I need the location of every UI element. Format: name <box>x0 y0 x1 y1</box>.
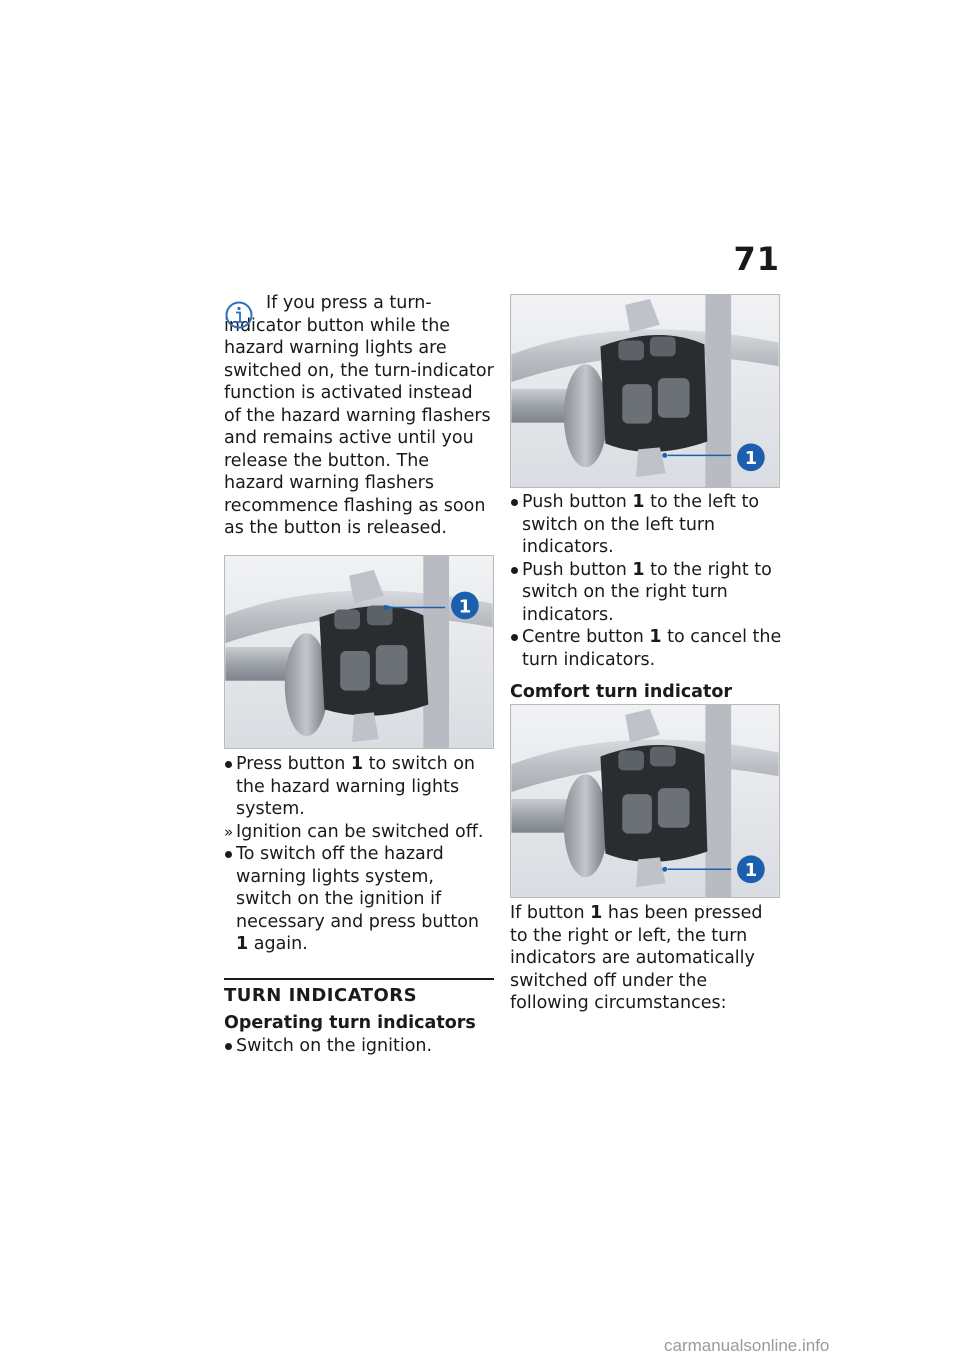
turn-steps <box>510 491 782 704</box>
text-part: to the left to switch on the left turn indicators. <box>522 492 760 557</box>
list-item <box>224 1035 494 1058</box>
page-number: 71 <box>733 240 780 278</box>
result-item <box>224 821 494 844</box>
list-item <box>224 753 494 821</box>
text-part: Push button <box>522 492 633 512</box>
hazard-steps <box>224 753 494 1057</box>
text-part: to the right to switch on the right turn indicators. <box>522 559 772 625</box>
button-number: 1 <box>236 934 249 954</box>
handlebar-illustration <box>225 556 493 748</box>
turn-step-list <box>510 491 782 671</box>
list-item <box>510 559 782 627</box>
list-item <box>510 491 782 559</box>
section-subtitle: Operating turn indicators <box>224 1013 476 1033</box>
button-number: 1 <box>632 559 645 580</box>
comfort-text-block <box>510 902 782 1015</box>
button-number: 1 <box>590 903 603 923</box>
handlebar-illustration <box>511 705 779 897</box>
callout-number: 1 <box>458 596 472 618</box>
watermark: carmanualsonline.info <box>664 1336 830 1355</box>
comfort-text <box>510 902 782 1015</box>
info-note-text: If you press a turn-indicator button while the hazard warning lights are switched on, the turn-indicator function is activated instead of the hazard warning flashers and remains active until you release the button. The hazard warning flashers recommence flashing as soon as the button is released. <box>224 293 494 538</box>
text-part: again. <box>248 934 308 954</box>
info-note <box>224 292 494 540</box>
list-item <box>510 626 782 671</box>
text-part: to switch on the hazard warning lights system. <box>236 754 476 819</box>
text-part: Centre button <box>522 627 650 647</box>
button-number: 1 <box>632 492 645 512</box>
text-part: If button <box>510 903 591 923</box>
hazard-step-list <box>224 753 494 956</box>
text-part: Press button <box>236 754 351 774</box>
info-icon <box>224 298 254 332</box>
handlebar-photo-turn <box>510 294 780 488</box>
handlebar-photo-hazard <box>224 555 494 749</box>
list-item <box>224 843 494 956</box>
text-part: Ignition can be switched off. <box>236 821 484 842</box>
section-title: TURN INDICATORS <box>224 984 418 1006</box>
handlebar-illustration <box>511 295 779 487</box>
comfort-title: Comfort turn indicator <box>510 682 733 702</box>
handlebar-photo-comfort <box>510 704 780 898</box>
button-number: 1 <box>350 754 364 774</box>
callout-number: 1 <box>744 860 758 882</box>
text-part: has been pressed to the right or left, the turn indicators are automatically switched off under the following circumstances: <box>510 903 763 1013</box>
text-part: To switch off the hazard warning lights system, switch on the ignition if necessary and press button <box>236 844 480 932</box>
text-part: Push button <box>522 559 633 580</box>
left-column <box>224 292 494 540</box>
button-number: 1 <box>649 627 662 647</box>
text-part: to cancel the turn indicators. <box>522 627 782 670</box>
callout-number: 1 <box>744 448 758 470</box>
step-text: Switch on the ignition. <box>236 1035 433 1056</box>
